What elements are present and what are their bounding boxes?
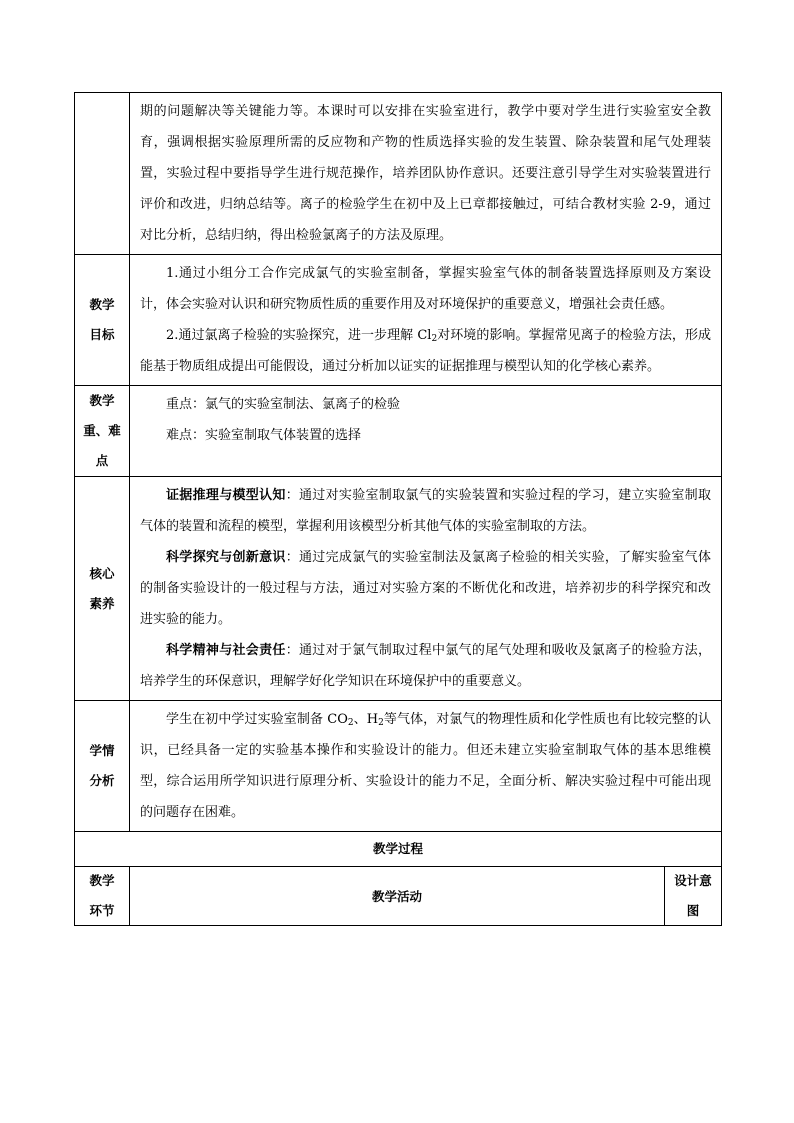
process-col-intent-line2: 图 <box>686 903 700 918</box>
goal-2-text-after: 对环境的影响。掌握常见离子的检验方法，形成能基于物质组成提出可能假设，通过分析加以证实的证据推理与模型认知的化学核心素养。 <box>140 328 711 374</box>
key-point-text: 重点：氯气的实验室制法、氯离子的检验 <box>166 397 401 412</box>
literacy-paragraph-2 <box>140 542 711 635</box>
process-col-intent-line1: 设计意 <box>674 873 712 888</box>
literacy-label-line1: 核心 <box>89 565 115 581</box>
analysis-label-line2: 分析 <box>89 773 115 788</box>
keypoints-content-cell <box>130 386 722 476</box>
goals-label-cell <box>75 255 130 385</box>
analysis-text-3: 等气体，对氯气的物理性质和化学性质也有比较完整的认识，已经具备一定的实验基本操作和实验设计的能力。但还未建立实验室制取气体的基本思维模型，综合运用所学知识进行原理分析、实验设计的能力不足，全面分析、解决实验过程中可能出现的问题存在困难。 <box>140 712 711 820</box>
keypoints-label-line1: 教学 <box>89 393 115 408</box>
analysis-subscript-1: 2 <box>347 718 354 728</box>
keypoints-label-line3: 点 <box>95 453 109 468</box>
goal-2-subscript: 2 <box>431 334 438 344</box>
literacy-2-lead: 科学探究与创新意识 <box>166 550 286 565</box>
literacy-3-text: ：通过对于氯气制取过程中氯气的尾气处理和吸收及氯离子的检验方法，培养学生的环保意识，理解学好化学知识在环境保护中的重要意义。 <box>140 643 711 689</box>
process-title-row <box>75 832 722 867</box>
literacy-2-text: ：通过完成氯气的实验室制法及氯离子检验的相关实验，了解实验室气体的制备实验设计的一般过程与方法，通过对实验方案的不断优化和改进，培养初步的科学探究和改进实验的能力。 <box>140 550 711 627</box>
literacy-3-lead: 科学精神与社会责任 <box>166 643 286 658</box>
goal-paragraph-2 <box>140 320 711 382</box>
intro-content-cell <box>130 93 722 254</box>
lesson-plan-table <box>74 92 722 926</box>
goals-label-line1: 教学 <box>89 297 115 312</box>
goals-content-cell <box>130 255 722 385</box>
process-header-row <box>75 867 722 926</box>
goals-row <box>75 255 722 386</box>
keypoints-row <box>75 386 722 477</box>
intro-text: 期的问题解决等关键能力等。本课时可以安排在实验室进行，教学中要对学生进行实验室安全教育，强调根据实验原理所需的反应物和产物的性质选择实验的发生装置、除杂装置和尾气处理装置，实验过程中要指导学生进行规范操作，培养团队协作意识。还要注意引导学生对实验装置进行评价和改进，归纳总结等。离子的检验学生在初中及上已章都接触过，可结合教材实验 2-9，通过对比分析，总结归纳，得出检验氯离子的方法及原理。 <box>140 104 711 243</box>
analysis-paragraph <box>140 704 711 828</box>
literacy-row <box>75 477 722 701</box>
process-col-activity: 教学活动 <box>130 867 665 925</box>
analysis-text-1: 学生在初中学过实验室制备 CO <box>166 712 348 727</box>
process-title: 教学过程 <box>75 832 722 866</box>
intro-label-cell <box>75 93 130 254</box>
analysis-text-2: 、H <box>353 712 379 727</box>
literacy-label-line2: 素养 <box>89 595 115 611</box>
process-col-stage-line1: 教学 <box>89 873 115 888</box>
goal-2-text-before: 2.通过氯离子检验的实验探究，进一步理解 Cl <box>166 328 432 343</box>
literacy-label-cell <box>75 477 130 700</box>
analysis-label-line1: 学情 <box>89 743 115 758</box>
process-col-intent <box>665 867 722 925</box>
literacy-content-cell <box>130 477 722 700</box>
difficult-point-text: 难点：实验室制取气体装置的选择 <box>166 428 362 443</box>
goal-paragraph-1: 1.通过小组分工合作完成氯气的实验室制备，掌握实验室气体的制备装置选择原则及方案设计，体会实验对认识和研究物质性质的重要作用及对环境保护的重要意义，增强社会责任感。 <box>140 266 711 312</box>
goals-label-line2: 目标 <box>89 327 115 342</box>
literacy-paragraph-3 <box>140 635 711 697</box>
intro-row <box>75 93 722 255</box>
analysis-content-cell <box>130 701 722 831</box>
process-col-stage <box>75 867 130 925</box>
analysis-row <box>75 701 722 832</box>
keypoints-label-cell <box>75 386 130 476</box>
literacy-1-lead: 证据推理与模型认知 <box>166 488 286 503</box>
analysis-label-cell <box>75 701 130 831</box>
literacy-1-text: ：通过对实验室制取氯气的实验装置和实验过程的学习，建立实验室制取气体的装置和流程的模型，掌握利用该模型分析其他气体的实验室制取的方法。 <box>140 488 711 534</box>
keypoints-label-line2: 重、难 <box>83 423 121 438</box>
literacy-paragraph-1 <box>140 480 711 542</box>
analysis-subscript-2: 2 <box>378 718 384 728</box>
process-col-stage-line2: 环节 <box>89 903 115 918</box>
